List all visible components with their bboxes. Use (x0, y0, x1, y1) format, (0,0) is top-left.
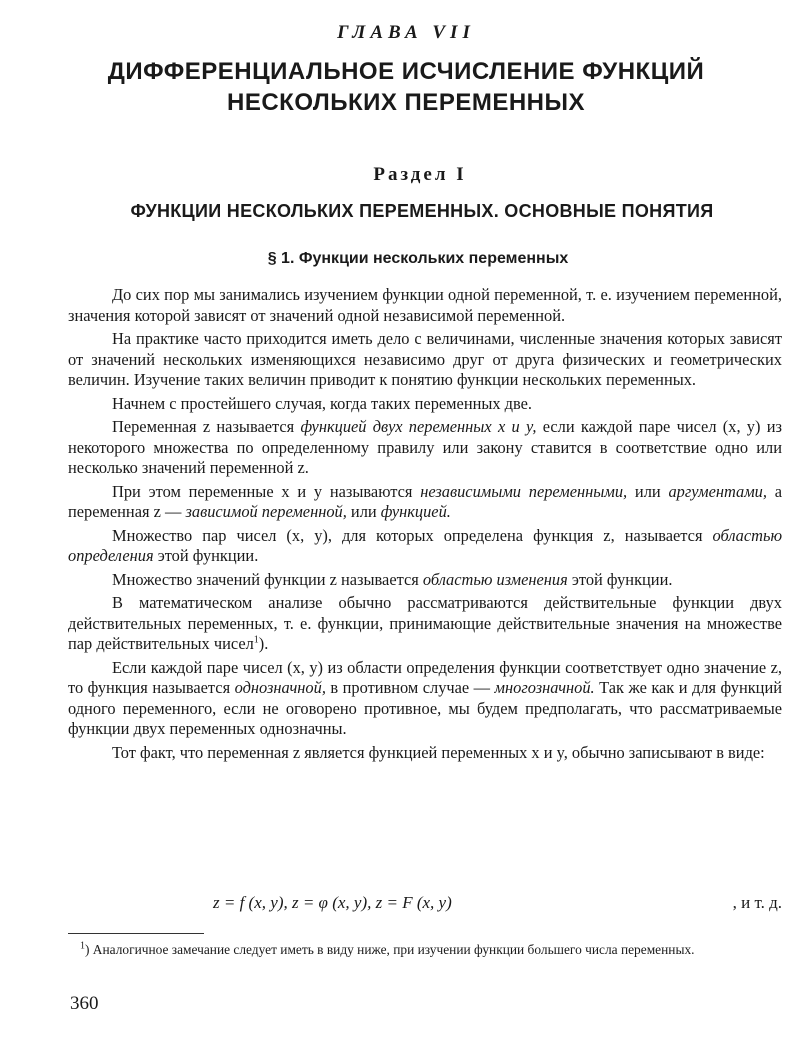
text-run: Переменная z называется (112, 417, 301, 436)
text-run: или (346, 502, 381, 521)
page-number: 360 (70, 993, 99, 1014)
footnote-text: ) Аналогичное замечание следует иметь в виду ниже, при изучении функции большего числа переменных. (85, 942, 695, 957)
text-run: При этом переменные x и y называются (112, 481, 421, 501)
formula-line (68, 893, 782, 915)
paragraph-5 (68, 482, 782, 523)
paragraph-1: До сих пор мы занимались изучением функции одной переменной, т. е. изучением переменной, значения которой зависят от значений одной независимой переменной. (68, 285, 782, 325)
text-run: а переменная z — (68, 481, 783, 521)
italic-term: функцией. (380, 502, 451, 521)
text-run: В математическом анализе обычно рассматриваются действительные функции двух действительных переменных, т. е. функции, принимающие действительные значения на множестве пар действительных чисел (68, 593, 782, 653)
paragraph-10: Тот факт, что переменная z является функцией переменных x и y, обычно записывают в виде: (112, 742, 765, 762)
text-run: в противном случае — (325, 678, 495, 697)
italic-term: зависимой переменной, (185, 502, 347, 521)
italic-term: многозначной. (494, 678, 595, 697)
italic-term: однозначной, (234, 678, 326, 697)
italic-term: независимыми переменными, (420, 481, 628, 501)
paragraph-6 (68, 526, 782, 567)
body-text (68, 285, 782, 763)
chapter-title (0, 56, 812, 118)
italic-term: аргументами, (668, 481, 767, 501)
footnote-marker: 1 (80, 940, 85, 952)
text-run: Если каждой паре чисел (x, y) из области определения функции соответствует одно значение z, то функция называется (68, 657, 782, 697)
paragraph-title: § 1. Функции нескольких переменных (267, 250, 569, 267)
chapter-heading: ГЛАВА VII (337, 22, 475, 43)
text-run: этой функции. (153, 546, 259, 565)
text-run: если каждой паре чисел (x, y) из некоторого множества по определенному правилу или закону ставится в соответствие одно или несколько значений переменной z. (68, 417, 782, 477)
paragraph-9 (68, 658, 782, 740)
italic-term: функцией двух переменных x и y, (300, 417, 537, 436)
text-run: Множество значений функции z называется (112, 569, 423, 589)
section-title: ФУНКЦИИ НЕСКОЛЬКИХ ПЕРЕМЕННЫХ. ОСНОВНЫЕ ПОНЯТИЯ (130, 201, 714, 221)
formula-tail: , и т. д. (732, 893, 782, 912)
section-label: Раздел I (373, 164, 467, 185)
chapter-title-line-1: ДИФФЕРЕНЦИАЛЬНОЕ ИСЧИСЛЕНИЕ ФУНКЦИЙ (107, 58, 705, 85)
footnote-ref[interactable]: 1 (253, 634, 259, 646)
formula: z = f (x, y), z = φ (x, y), z = F (x, y) (213, 893, 452, 912)
paragraph-4 (68, 417, 782, 479)
paragraph-7 (68, 570, 782, 591)
paragraph-8 (68, 593, 782, 655)
paragraph-3: Начнем с простейшего случая, когда таких переменных две. (112, 393, 533, 413)
footnote-divider (68, 933, 204, 934)
text-run: этой функции. (567, 569, 673, 589)
chapter-title-line-2: НЕСКОЛЬКИХ ПЕРЕМЕННЫХ (227, 89, 585, 116)
text-run: Так же как и для функций одного переменного, если не оговорено противное, мы будем предполагать, что рассматриваемые функции двух переменных однозначны. (68, 678, 782, 738)
italic-term: областью изменения (422, 569, 568, 589)
text-run: или (627, 481, 669, 501)
text-run: ). (258, 634, 269, 653)
italic-term: областью определения (68, 525, 782, 565)
text-run: Множество пар чисел (x, y), для которых определена функция z, называется (112, 525, 713, 545)
footnote (68, 941, 782, 958)
paragraph-2: На практике часто приходится иметь дело с величинами, численные значения которых зависят от значений нескольких изменяющихся независимо друг от друга физических и геометрических величин. Изучение таких величин приводит к понятию функции нескольких переменных. (68, 329, 782, 389)
